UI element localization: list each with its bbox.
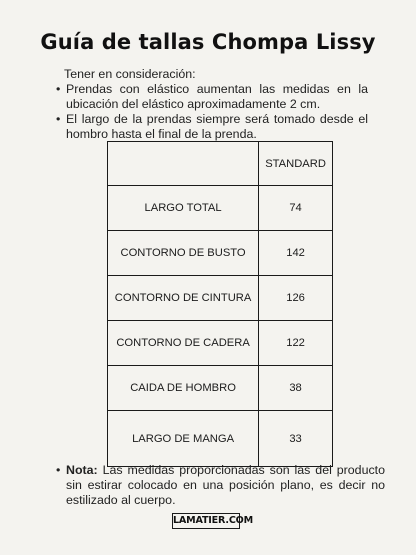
row-value: 142 bbox=[259, 231, 333, 276]
table-header-standard: STANDARD bbox=[259, 142, 333, 186]
note-item-length: • El largo de la prendas siempre será tomado desde el hombro hasta el final de la prenda. bbox=[56, 112, 368, 142]
table-row bbox=[108, 321, 333, 366]
footnote-text: Las medidas proporcionadas son las del producto sin estirar colocado en una posición plano, es decir no estilizado al cuerpo. bbox=[66, 463, 385, 507]
table-row bbox=[108, 411, 333, 467]
size-table bbox=[107, 141, 333, 467]
row-label: LARGO TOTAL bbox=[108, 186, 259, 231]
table-row bbox=[108, 366, 333, 411]
footnote-label: Nota: bbox=[66, 463, 98, 477]
note-item-elastic: • Prendas con elástico aumentan las medidas en la ubicación del elástico aproximadamente 2 cm. bbox=[56, 82, 368, 112]
bullet-icon: • bbox=[56, 463, 61, 477]
notes-list bbox=[56, 82, 368, 142]
row-label: LARGO DE MANGA bbox=[108, 411, 259, 467]
table-row bbox=[108, 231, 333, 276]
row-value: 38 bbox=[259, 366, 333, 411]
table-row bbox=[108, 276, 333, 321]
table-header-row bbox=[108, 142, 333, 186]
row-label: CONTORNO DE CINTURA bbox=[108, 276, 259, 321]
table-row bbox=[108, 186, 333, 231]
row-label: CONTORNO DE CADERA bbox=[108, 321, 259, 366]
row-value: 122 bbox=[259, 321, 333, 366]
row-value: 74 bbox=[259, 186, 333, 231]
row-label: CONTORNO DE BUSTO bbox=[108, 231, 259, 276]
brand-logo: LAMATIER.COM bbox=[172, 513, 240, 529]
considerations-notes bbox=[56, 67, 368, 142]
row-label: CAIDA DE HOMBRO bbox=[108, 366, 259, 411]
page-title: Guía de tallas Chompa Lissy bbox=[40, 30, 376, 54]
footnote bbox=[56, 463, 385, 508]
row-value: 33 bbox=[259, 411, 333, 467]
notes-intro: Tener en consideración: bbox=[64, 67, 196, 81]
row-value: 126 bbox=[259, 276, 333, 321]
table-header-empty bbox=[108, 142, 259, 186]
